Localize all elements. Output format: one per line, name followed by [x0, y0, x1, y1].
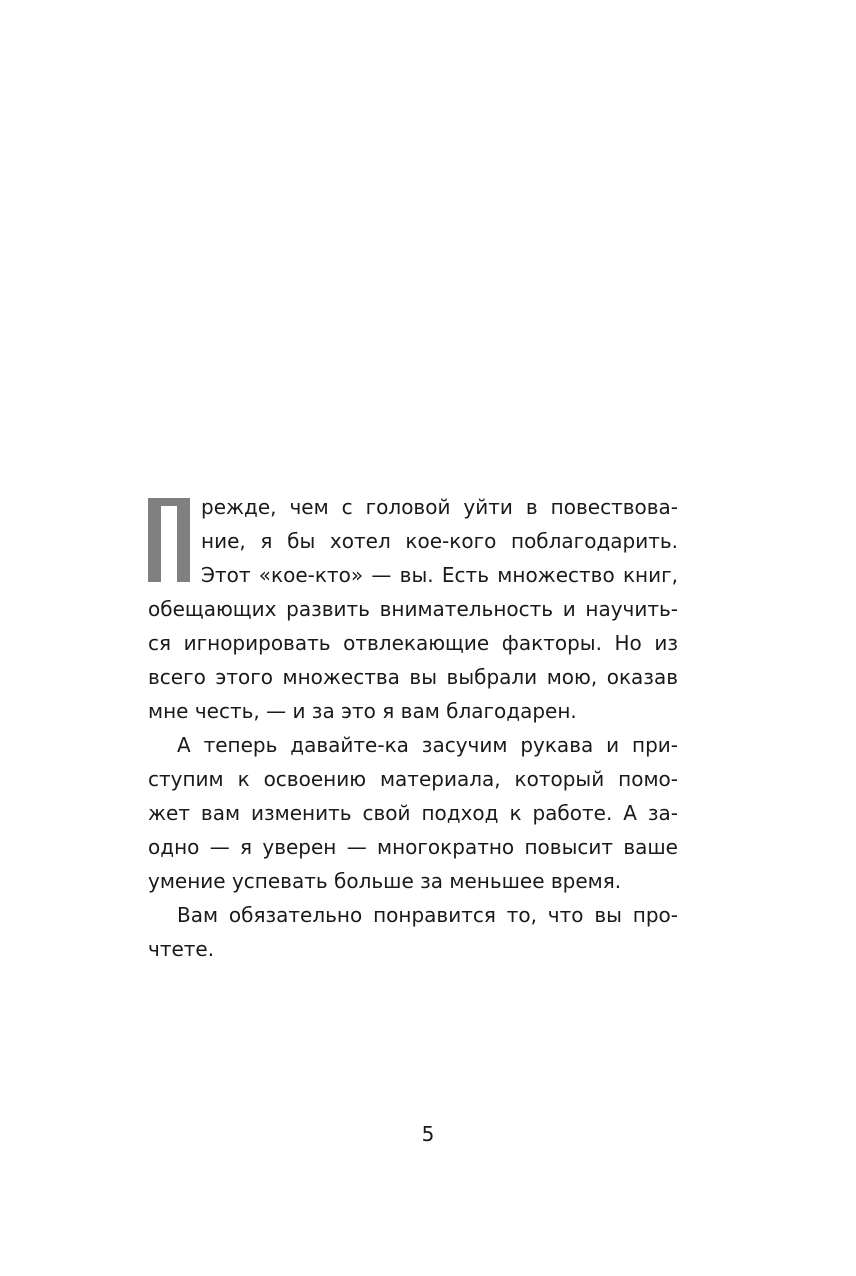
text-line: ся игнорировать отвлекающие факторы. Но из: [148, 631, 678, 655]
paragraph-3: [148, 898, 678, 966]
text-line: ние, я бы хотел кое-кого поблагодарить.: [201, 529, 678, 553]
text-line: мне честь, — и за это я вам благодарен.: [148, 699, 577, 723]
text-line: одно — я уверен — многократно повысит ваше: [148, 835, 678, 859]
text-line: А теперь давайте-ка засучим рукава и при-: [177, 733, 678, 757]
paragraph-2: [148, 728, 678, 898]
body-text: [148, 490, 678, 966]
text-line: ступим к освоению материала, который помо-: [148, 767, 678, 791]
text-line: Этот «кое-кто» — вы. Есть множество книг,: [201, 563, 678, 587]
drop-cap-letter: [148, 498, 190, 582]
text-line: умение успевать больше за меньшее время.: [148, 869, 622, 893]
text-line: жет вам изменить свой подход к работе. А за-: [148, 801, 678, 825]
text-line: всего этого множества вы выбрали мою, оказав: [148, 665, 678, 689]
text-line: режде, чем с головой уйти в повествова-: [201, 495, 678, 519]
page-number: 5: [421, 1122, 435, 1146]
paragraph-1: [148, 490, 678, 728]
text-line: обещающих развить внимательность и научить-: [148, 597, 678, 621]
text-line: Вам обязательно понравится то, что вы про-: [177, 903, 678, 927]
text-line: чтете.: [148, 937, 215, 961]
